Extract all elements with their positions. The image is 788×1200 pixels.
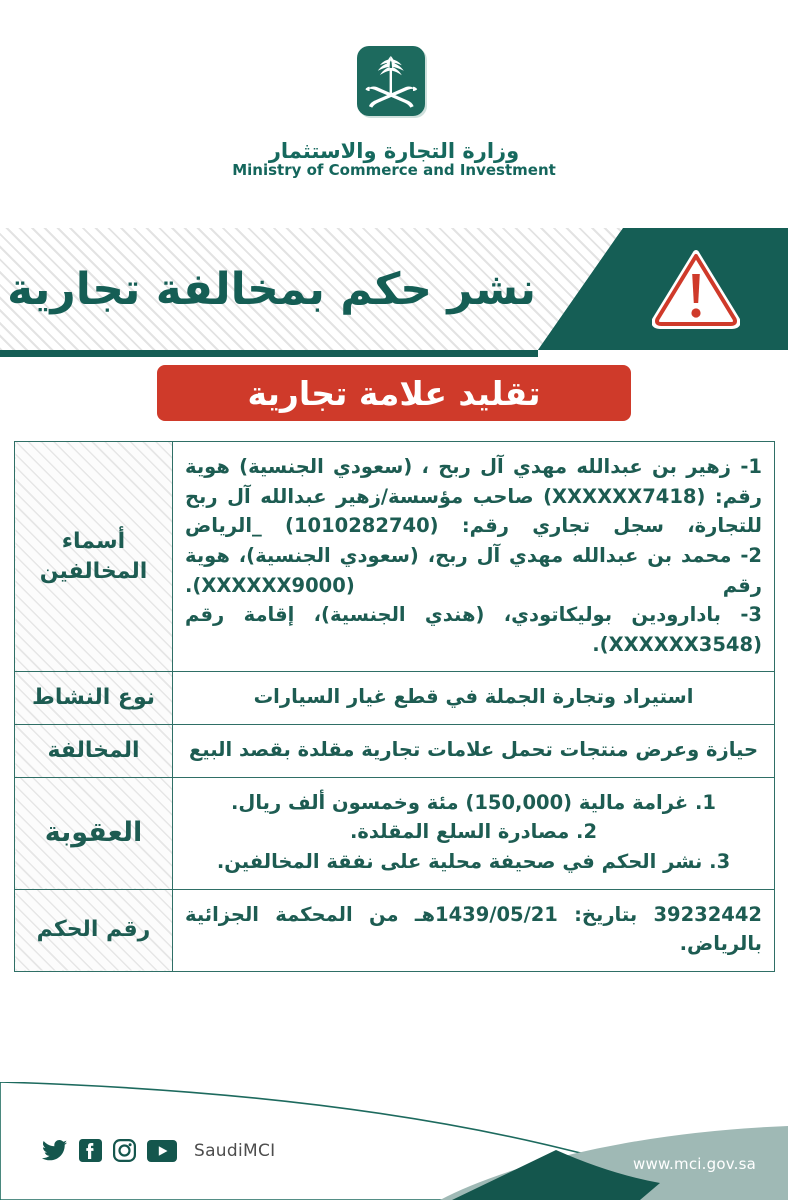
youtube-icon (147, 1140, 177, 1162)
table-row (15, 442, 775, 672)
violators-names-label: أسماء المخالفين (15, 442, 173, 672)
verdict-number-value (173, 889, 775, 971)
verdict-number-line: 39232442 بتاريخ: 1439/05/21هـ من المحكمة الجزائية بالرياض. (185, 902, 762, 956)
twitter-icon (42, 1140, 68, 1162)
violator-line-2: 2- محمد بن عبدالله مهدي آل ربح، (سعودي الجنسية)، هوية رقم (XXXXXX9000). (185, 543, 762, 597)
penalty-value (173, 777, 775, 889)
ministry-name-english: Ministry of Commerce and Investment (232, 161, 556, 180)
violator-line-1: 1- زهير بن عبدالله مهدي آل ربح ، (سعودي الجنسية) هوية رقم: (XXXXXX7418) صاحب مؤسسة/زهير عبدالله آل ربح للتجارة، سجل تجاري رقم: (1010282740) _الرياض (185, 455, 762, 538)
masthead (0, 0, 788, 205)
activity-type-line: استيراد وتجارة الجملة في قطع غيار السيارات (253, 685, 694, 709)
saudi-emblem-palm-swords-icon (357, 46, 431, 126)
penalty-label: العقوبة (15, 777, 173, 889)
header-banner (0, 228, 788, 350)
violation-details-table (14, 441, 775, 972)
instagram-icon (113, 1139, 136, 1162)
violator-line-3: 3- بادارودين بوليكاتودي، (هندي الجنسية)، إقامة رقم (XXXXXX3548). (185, 603, 762, 656)
table-row (15, 777, 775, 889)
social-links (42, 1139, 275, 1162)
website-url: www.mci.gov.sa (633, 1155, 756, 1173)
youtube-link[interactable] (147, 1140, 177, 1162)
footer (0, 1082, 788, 1200)
violation-subject-badge: تقليد علامة تجارية (157, 365, 631, 421)
banner-underline (0, 350, 538, 357)
penalty-line-3: 3. نشر الحكم في صحيفة محلية على نفقة المخالفين. (216, 849, 731, 873)
table-row (15, 889, 775, 971)
social-handle: SaudiMCI (194, 1140, 276, 1161)
activity-type-label: نوع النشاط (15, 672, 173, 725)
ministry-name-arabic: وزارة التجارة والاستثمار (268, 139, 520, 163)
violation-value (173, 725, 775, 778)
banner-title: نشر حكم بمخالفة تجارية (7, 263, 536, 315)
violation-label: المخالفة (15, 725, 173, 778)
penalty-line-2: 2. مصادرة السلع المقلدة. (349, 820, 598, 844)
violation-line: حيازة وعرض منتجات تحمل علامات تجارية مقلدة بقصد البيع (188, 738, 759, 761)
verdict-number-label: رقم الحكم (15, 889, 173, 971)
warning-triangle-icon (652, 248, 740, 330)
table-row (15, 672, 775, 725)
activity-type-value (173, 672, 775, 725)
facebook-link[interactable] (79, 1139, 102, 1162)
table-row (15, 725, 775, 778)
twitter-link[interactable] (42, 1140, 68, 1162)
facebook-icon (79, 1139, 102, 1162)
ministry-names (232, 140, 556, 179)
violators-names-value (173, 442, 775, 672)
instagram-link[interactable] (113, 1139, 136, 1162)
penalty-line-1: 1. غرامة مالية (150,000) مئة وخمسون ألف ريال. (231, 790, 716, 814)
